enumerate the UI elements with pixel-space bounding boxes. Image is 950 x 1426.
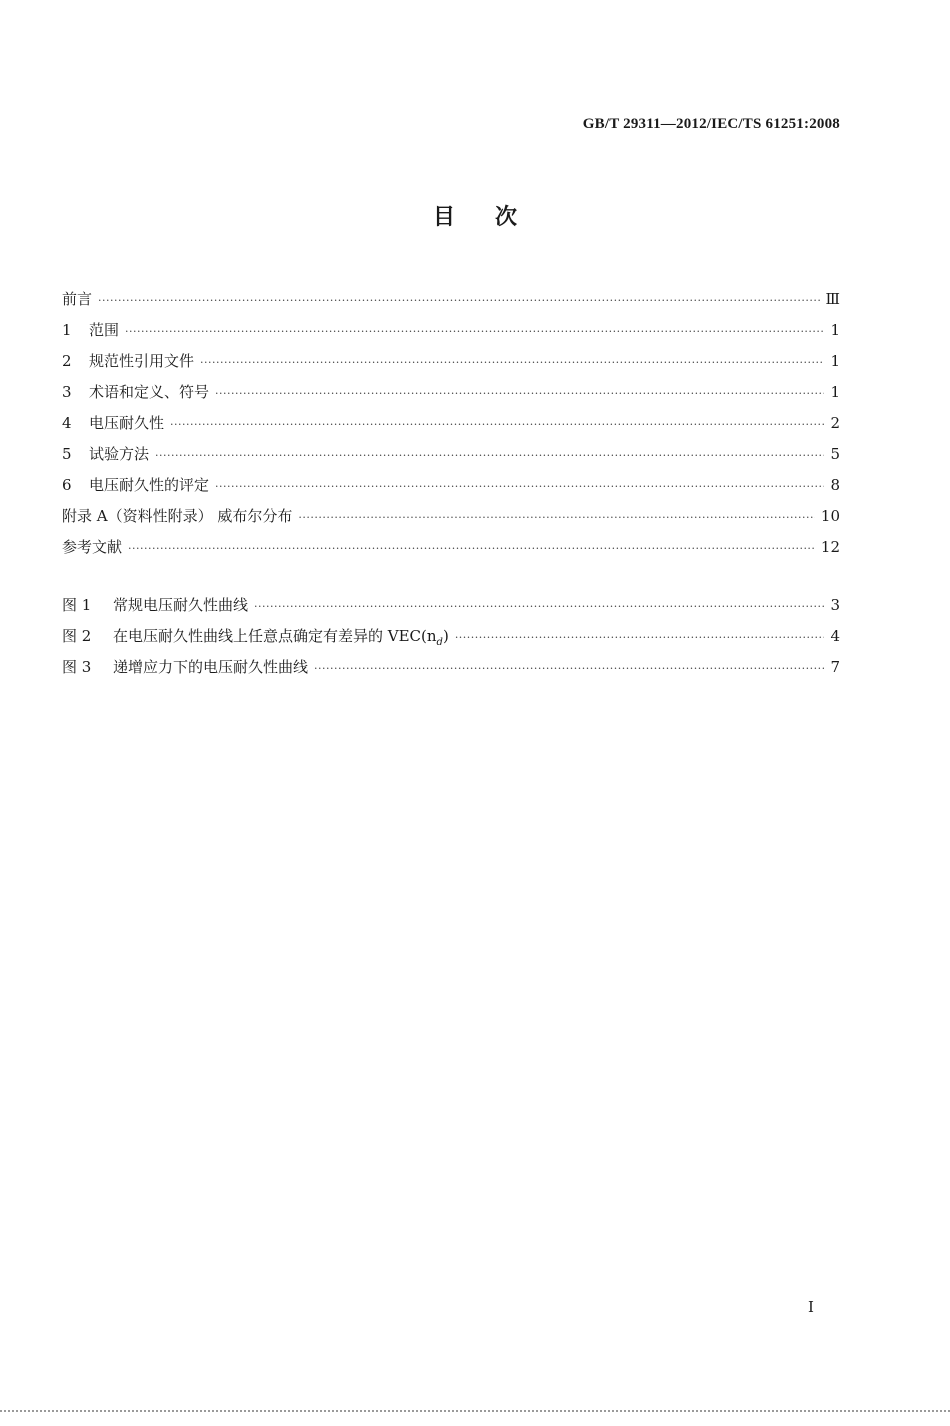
page-number: I <box>808 1298 814 1316</box>
toc-entry-page: 2 <box>830 414 840 432</box>
figure-entry-label-end: ) <box>442 627 449 645</box>
toc-entry-scope[interactable] <box>62 315 840 346</box>
toc-entry-page: 1 <box>830 321 840 339</box>
figure-entry-page: 4 <box>830 627 840 645</box>
toc-entry-page: 5 <box>830 445 840 463</box>
toc-entry-label: 试验方法 <box>89 445 150 463</box>
toc-entry-normative-references[interactable] <box>62 346 840 377</box>
toc-entry-page: 1 <box>830 383 840 401</box>
figure-entry-number: 图 1 <box>62 596 92 614</box>
toc-entry-number: 4 <box>62 414 72 432</box>
dot-leader <box>215 471 824 502</box>
toc-entry-evaluation[interactable] <box>62 470 840 501</box>
toc-entry-number: 2 <box>62 352 72 370</box>
toc-entry-page: 10 <box>820 507 840 525</box>
dot-leader <box>170 409 824 440</box>
figure-entry-label: 常规电压耐久性曲线 <box>113 596 249 614</box>
toc-entry-label: 规范性引用文件 <box>89 352 195 370</box>
dot-leader <box>125 316 824 347</box>
dot-leader <box>200 347 824 378</box>
dot-leader <box>455 622 824 653</box>
toc-entry-bibliography[interactable] <box>62 532 840 563</box>
toc-entry-terms-definitions[interactable] <box>62 377 840 408</box>
toc-entry-voltage-endurance[interactable] <box>62 408 840 439</box>
toc-entry-foreword[interactable] <box>62 284 840 315</box>
figure-entry-1[interactable] <box>62 590 840 621</box>
figure-entry-number: 图 3 <box>62 658 92 676</box>
figure-entry-3[interactable] <box>62 652 840 683</box>
table-of-contents <box>62 284 840 563</box>
toc-entry-number: 6 <box>62 476 72 494</box>
dot-leader <box>254 591 824 622</box>
toc-entry-label: 前言 <box>62 290 93 308</box>
toc-entry-number: 1 <box>62 321 72 339</box>
figure-entry-label-subscript: d <box>436 637 443 648</box>
list-of-figures <box>62 590 840 683</box>
figure-entry-label: 递增应力下的电压耐久性曲线 <box>113 658 309 676</box>
toc-entry-page: 8 <box>830 476 840 494</box>
toc-entry-label: 范围 <box>89 321 120 339</box>
bottom-divider <box>0 1410 950 1412</box>
toc-entry-label: 术语和定义、符号 <box>89 383 210 401</box>
toc-entry-label: 电压耐久性的评定 <box>89 476 210 494</box>
toc-entry-annex-a[interactable] <box>62 501 840 532</box>
dot-leader <box>215 378 824 409</box>
standard-code: GB/T 29311—2012/IEC/TS 61251:2008 <box>582 116 840 132</box>
dot-leader <box>314 653 824 684</box>
dot-leader <box>298 502 815 533</box>
figure-entry-label-main: 在电压耐久性曲线上任意点确定有差异的 VEC(n <box>113 627 437 645</box>
dot-leader <box>98 285 820 316</box>
toc-entry-number: 5 <box>62 445 72 463</box>
dot-leader <box>155 440 824 471</box>
toc-entry-test-methods[interactable] <box>62 439 840 470</box>
figure-entry-page: 7 <box>830 658 840 676</box>
figure-entry-2[interactable] <box>62 621 840 652</box>
toc-entry-label: 电压耐久性 <box>89 414 165 432</box>
toc-entry-page: Ⅲ <box>825 290 840 308</box>
figure-entry-page: 3 <box>830 596 840 614</box>
toc-entry-page: 12 <box>820 538 840 556</box>
toc-entry-label: 附录 A（资料性附录） 威布尔分布 <box>62 507 293 525</box>
dot-leader <box>128 533 815 564</box>
figure-entry-number: 图 2 <box>62 627 92 645</box>
toc-entry-number: 3 <box>62 383 72 401</box>
toc-entry-label: 参考文献 <box>62 538 123 556</box>
toc-entry-page: 1 <box>830 352 840 370</box>
page-title: 目次 <box>432 205 557 230</box>
